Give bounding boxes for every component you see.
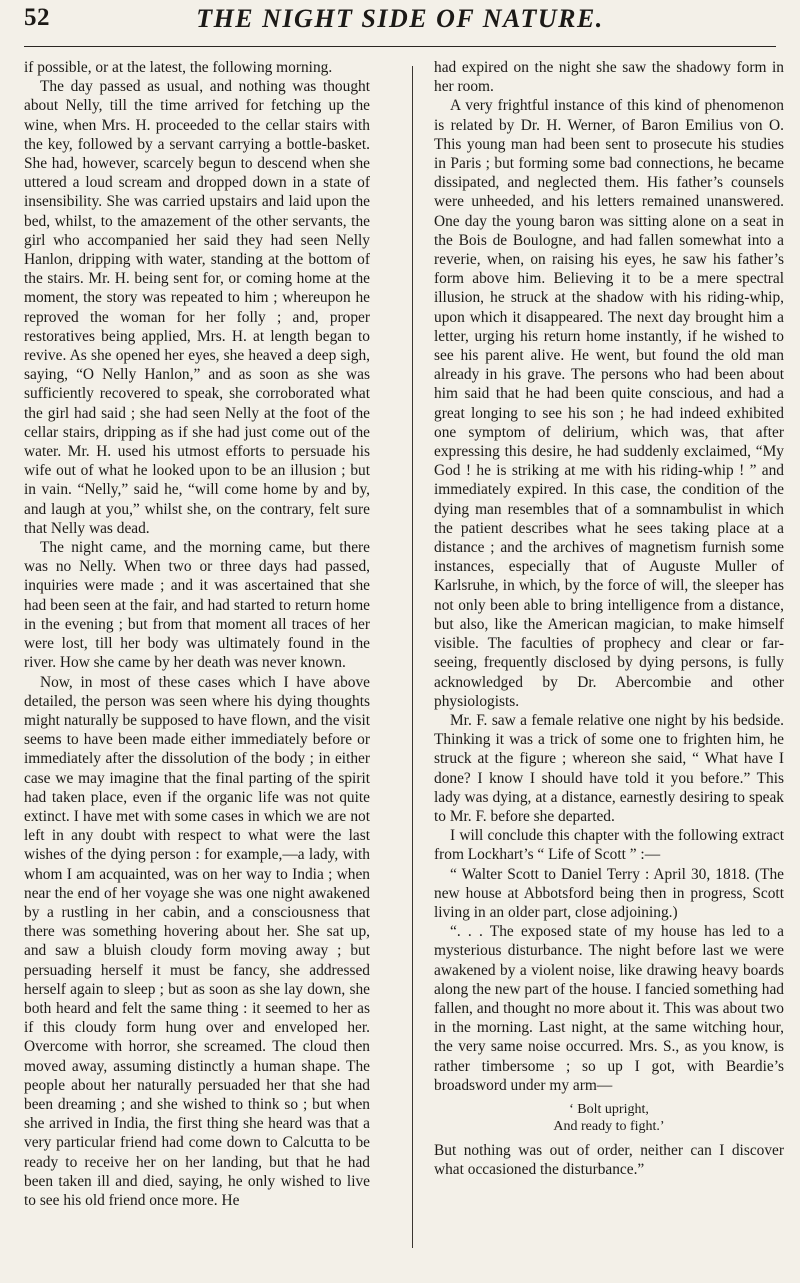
closing-paragraph: But nothing was out of order, neither can I discover what occasioned the disturbance.” [434, 1141, 784, 1179]
page-number: 52 [24, 4, 50, 31]
left-column [24, 58, 370, 1210]
quote-intro: “ Walter Scott to Daniel Terry : April 30, 1818. (The new house at Abbotsford being then in progress, Scott living in an older part, close adjoining.) [434, 865, 784, 921]
verse-line: And ready to fight.’ [553, 1118, 665, 1134]
paragraph: A very frightful instance of this kind of phenomenon is related by Dr. H. Werner, of Baron Emilius von O. This young man had been sent to prosecute his studies in Paris ; but forming some bad connections, he became dissipated, and neglected them. His father’s counsels were unheeded, and his letters remained unanswered. One day the young baron was sitting alone on a seat in the Bois de Boulogne, and had fallen somewhat into a reverie, when, on raising his eyes, he saw his father’s form above him. Believing it to be a mere spectral illusion, he struck at the shadow with his riding-whip, upon which it disappeared. The next day brought him a letter, urging his return home instantly, if he wished to see his parent alive. He went, but found the old man already in his grave. The persons who had been about him said that he had been quite conscious, and had a great longing to see his son ; he had indeed exhibited one symptom of delirium, which was, that after expressing this desire, he had suddenly exclaimed, “My God ! he is striking at me with his riding-whip ! ” and immediately expired. In this case, the condition of the dying man resembles that of a somnambulist in which the patient describes what he sees taking place at a distance ; and the archives of magnetism furnish some instances, especially that of Auguste Muller of Karlsruhe, in which, by the force of will, the sleeper has not only been able to bring intelligence from a distance, but also, like the American magician, to make himself visible. The faculties of prophecy and clear or far-seeing, frequently disclosed by dying persons, is fully acknowledged by Dr. Abercombie and other physiologists. [434, 97, 784, 710]
paragraph: The night came, and the morning came, but there was no Nelly. When two or three days had passed, inquiries were made ; and it was ascertained that she had been seen at the fair, and had started to return home in the evening ; but from that moment all traces of her were lost, till her body was ultimately found in the river. How she came by her death was never known. [24, 539, 370, 672]
page-header [24, 2, 776, 47]
paragraph: Mr. F. saw a female relative one night by his bedside. Thinking it was a trick of some one to frighten him, he struck at the figure ; whereon she said, “ What have I done? I know I should have told it you before.” This lady was dying, at a distance, earnestly desiring to speak to Mr. F. before she departed. [434, 711, 784, 825]
right-column [434, 58, 784, 1179]
paragraph: had expired on the night she saw the shadowy form in her room. [434, 59, 784, 96]
paragraph: The day passed as usual, and nothing was thought about Nelly, till the time arrived for fetching up the wine, when Mrs. H. proceeded to the cellar stairs with the key, followed by a servant carrying a bottle-basket. She had, however, scarcely begun to descend when she uttered a loud scream and dropped down in a state of insensibility. She was carried upstairs and laid upon the bed, whilst, to the amazement of the other servants, the girl who accompanied her said they had seen Nelly Hanlon, dripping with water, standing at the bottom of the stairs. Mr. H. being sent for, or coming home at the moment, the story was repeated to him ; whereupon he reproved the woman for her folly ; and, proper restoratives being applied, Mrs. H. at length began to revive. As she opened her eyes, she heaved a deep sigh, saying, “O Nelly Hanlon,” and as soon as she was sufficiently recovered to speak, she corroborated what the girl had said ; she had seen Nelly at the foot of the cellar stairs, dripping as if she had just come out of the water. Mr. H. used his utmost efforts to persuade his wife out of what he looked upon to be an illusion ; but in vain. “Nelly,” said he, “will come home by and by, and laugh at you,” whilst she, on the contrary, felt sure that Nelly was dead. [24, 78, 370, 537]
paragraph: I will conclude this chapter with the following extract from Lockhart’s “ Life of Scott ” :— [434, 827, 784, 864]
column-divider [412, 66, 413, 1248]
paragraph: Now, in most of these cases which I have above detailed, the person was seen where his dying thoughts might naturally be supposed to have flown, and the visit seems to have been made either immediately before or immediately after the dissolution of the body ; in either case we may imagine that the final parting of the spirit had taken place, even if the organic life was not quite extinct. I have met with some cases in which we are not left in any doubt with respect to what were the last wishes of the dying person : for example,—a lady, with whom I am acquainted, was on her way to India ; when near the end of her voyage she was one night awakened by a rustling in her cabin, and a consciousness that there was something hovering about her. She sat up, and saw a bluish cloudy form moving away ; but persuading herself it must be fancy, she addressed herself again to sleep ; but as soon as she lay down, she both heard and felt the same thing : it seemed to her as if this cloudy form hung over and enveloped her. Overcome with horror, she screamed. The cloud then moved away, assuming distinctly a human shape. The people about her naturally persuaded her that she had been dreaming ; and she wished to think so ; but when she arrived in India, the first thing she heard was that a very particular friend had come down to Calcutta to be ready to receive her on her landing, but that he had been taken ill and died, saying, he only wished to live to see his old friend once more. He [24, 673, 370, 1209]
verse-line: ‘ Bolt upright, [569, 1101, 649, 1117]
paragraph: if possible, or at the latest, the following morning. [24, 59, 333, 76]
verse [434, 1101, 784, 1135]
running-title: THE NIGHT SIDE OF NATURE. [196, 4, 604, 33]
quote-body: “. . . The exposed state of my house has led to a mysterious disturbance. The night before last we were awakened by a violent noise, like drawing heavy boards along the new part of the house. I fancied something had fallen, and thought no more about it. This was about two in the morning. Last night, at the same witching hour, the very same noise occurred. Mrs. S., as you know, is rather timbersome ; so up I got, with Beardie’s broadsword under my arm— [434, 923, 784, 1094]
